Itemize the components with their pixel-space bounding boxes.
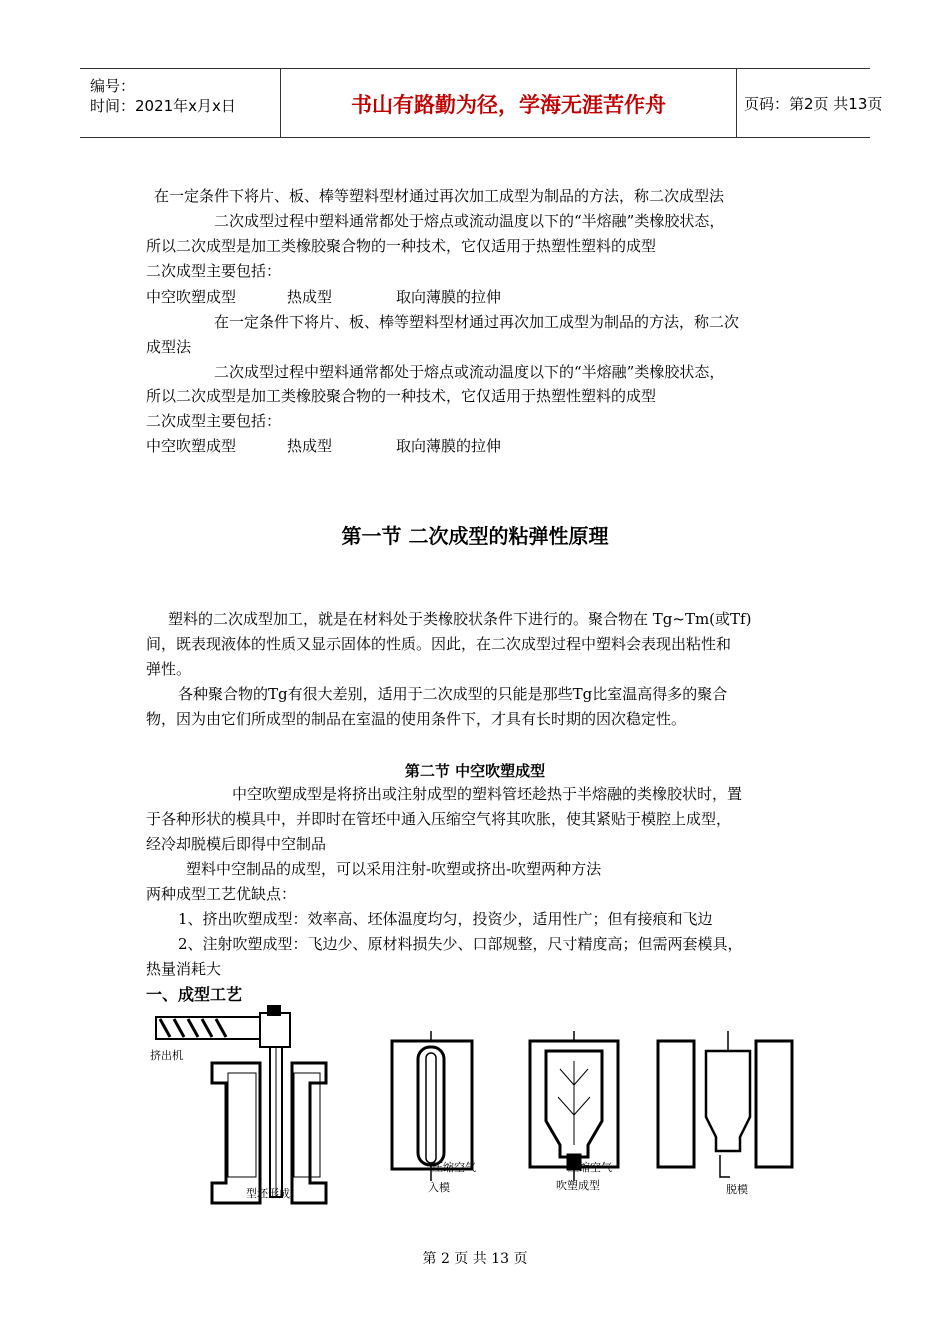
header-motto-cell bbox=[280, 69, 737, 137]
intro-line-1: 在一定条件下将片、板、棒等塑料型材通过再次加工成型为制品的方法，称二次成型法 bbox=[154, 187, 725, 205]
section1-line-3: 弹性。 bbox=[146, 660, 192, 678]
header-meta-cell bbox=[80, 69, 280, 137]
page-footer: 第 2 页 共 13 页 bbox=[422, 1251, 528, 1267]
subsection-title: 一、成型工艺 bbox=[146, 985, 243, 1004]
label-air-2: 压缩空气 bbox=[568, 1161, 612, 1174]
section1-line-5: 物，因为由它们所成型的制品在室温的使用条件下，才具有长时期的因次稳定性。 bbox=[146, 710, 687, 728]
header-page-cell bbox=[736, 69, 883, 137]
section2-line-8: 热量消耗大 bbox=[146, 960, 222, 978]
section1-line-4: 各种聚合物的Tg有很大差别，适用于二次成型的只能是那些Tg比室温高得多的聚合 bbox=[178, 685, 728, 703]
intro-item-blow: 中空吹塑成型 bbox=[146, 288, 237, 306]
intro-line-2: 二次成型过程中塑料通常都处于熔点或流动温度以下的“半熔融”类橡胶状态， bbox=[214, 212, 725, 230]
section2-line-1: 中空吹塑成型是将挤出或注射成型的塑料管坯趁热于半熔融的类橡胶状时，置 bbox=[232, 785, 743, 803]
section1-line-2: 间，既表现液体的性质又显示固体的性质。因此，在二次成型过程中塑料会表现出粘性和 bbox=[146, 635, 732, 653]
intro-line-6: 在一定条件下将片、板、棒等塑料型材通过再次加工成型为制品的方法，称二次 bbox=[214, 313, 740, 331]
intro-line-8: 二次成型过程中塑料通常都处于熔点或流动温度以下的“半熔融”类橡胶状态， bbox=[214, 363, 725, 381]
label-extruder: 挤出机 bbox=[150, 1049, 183, 1062]
intro-line-4: 二次成型主要包括： bbox=[146, 262, 282, 280]
intro-line-10: 二次成型主要包括： bbox=[146, 412, 282, 430]
section1-line-1: 塑料的二次成型加工，就是在材料处于类橡胶状条件下进行的。聚合物在 Tg~Tm(或Tf) bbox=[168, 610, 752, 628]
intro-line-9: 所以二次成型是加工类橡胶聚合物的一种技术，它仅适用于热塑性塑料的成型 bbox=[146, 387, 657, 405]
section2-line-4: 塑料中空制品的成型，可以采用注射-吹塑或挤出-吹塑两种方法 bbox=[186, 860, 602, 878]
intro-item-thermo: 热成型 bbox=[287, 288, 333, 306]
label-step-3: 吹塑成型 bbox=[556, 1179, 600, 1192]
intro-line-3: 所以二次成型是加工类橡胶聚合物的一种技术，它仅适用于热塑性塑料的成型 bbox=[146, 237, 657, 255]
time-label: 时间：2021年x月x日 bbox=[90, 97, 236, 115]
label-air-1: 压缩空气 bbox=[432, 1161, 476, 1174]
motto-text: 书山有路勤为径，学海无涯苦作舟 bbox=[351, 93, 666, 117]
serial-label: 编号： bbox=[90, 77, 136, 95]
section1-title: 第一节 二次成型的粘弹性原理 bbox=[341, 524, 609, 548]
intro-item-thermo-2: 热成型 bbox=[287, 437, 333, 455]
blow-molding-figure bbox=[150, 1005, 800, 1205]
page-header bbox=[80, 68, 883, 138]
section2-line-6: 1、挤出吹塑成型：效率高、坯体温度均匀，投资少，适用性广；但有接痕和飞边 bbox=[178, 910, 713, 928]
intro-line-7: 成型法 bbox=[146, 338, 192, 356]
blow-molding-diagram bbox=[150, 1005, 800, 1205]
label-step-2: 入模 bbox=[428, 1181, 450, 1194]
section2-line-7: 2、注射吹塑成型：飞边少、原材料损失少、口部规整，尺寸精度高；但需两套模具， bbox=[178, 935, 743, 953]
section2-line-3: 经冷却脱模后即得中空制品 bbox=[146, 835, 327, 853]
extruder-panel bbox=[156, 1005, 326, 1203]
page-info: 页码：第2页 共13页 bbox=[744, 95, 883, 113]
intro-item-film-2: 取向薄膜的拉伸 bbox=[396, 437, 502, 455]
intro-item-blow-2: 中空吹塑成型 bbox=[146, 437, 237, 455]
label-parison: 型坯形成 bbox=[246, 1187, 290, 1200]
intro-item-film: 取向薄膜的拉伸 bbox=[396, 288, 502, 306]
demold-panel bbox=[658, 1031, 792, 1177]
section2-line-2: 于各种形状的模具中，并即时在管坯中通入压缩空气将其吹胀，使其紧贴于模腔上成型， bbox=[146, 810, 732, 828]
section2-title: 第二节 中空吹塑成型 bbox=[404, 762, 546, 780]
label-step-4: 脱模 bbox=[726, 1183, 748, 1196]
section2-line-5: 两种成型工艺优缺点： bbox=[146, 885, 297, 903]
